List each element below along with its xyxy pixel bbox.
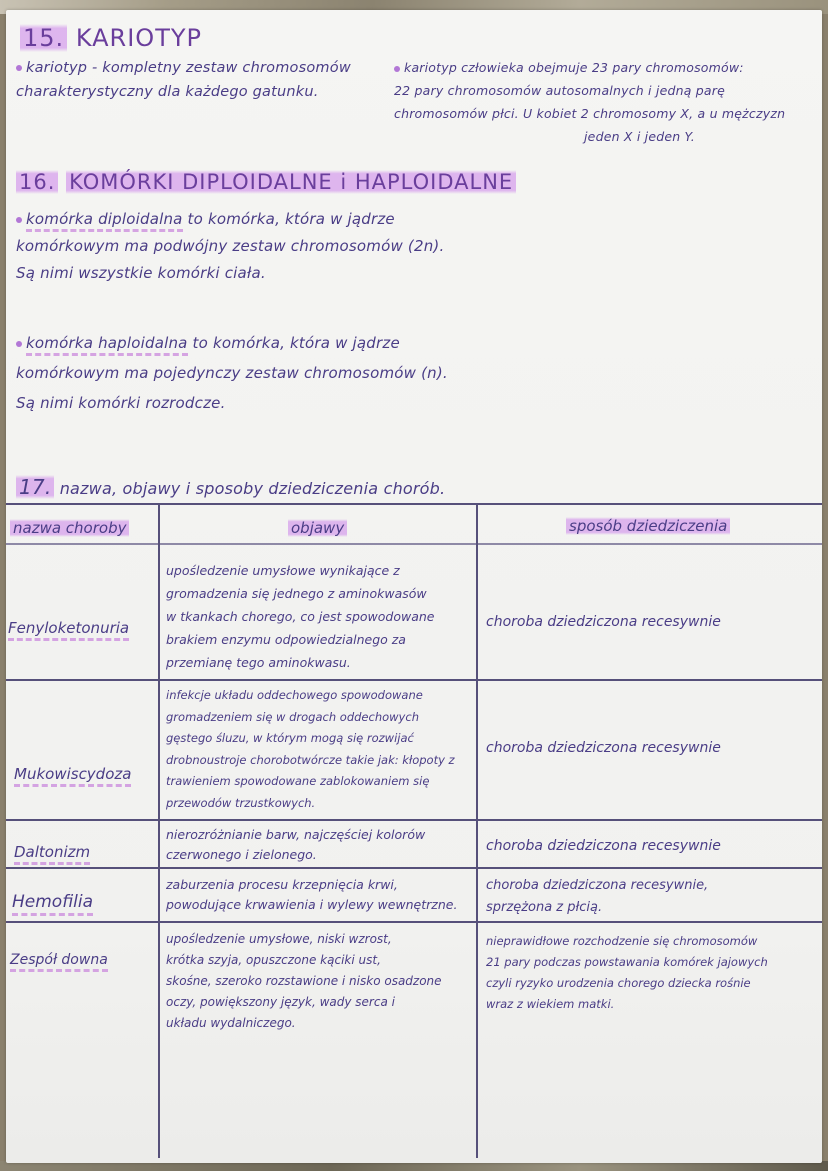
bullet-icon — [16, 217, 22, 223]
row-divider — [6, 867, 822, 869]
header-symptoms: objawy — [288, 519, 347, 537]
table-row-inheritance: choroba dziedziczona recesywnie — [486, 614, 721, 630]
haploid-line-2: komórkowym ma pojedynczy zestaw chromosomów (n). — [16, 364, 448, 382]
diploid-cell-definition — [16, 206, 516, 287]
table-row-name: Mukowiscydoza — [14, 765, 131, 783]
section-16-title: KOMÓRKI DIPLOIDALNE i HAPLOIDALNE — [66, 170, 516, 194]
haploid-line-1: komórka haploidalna to komórka, która w jądrze — [16, 328, 516, 358]
table-row-symptoms: upośledzenie umysłowe, niski wzrost, krótka szyja, opuszczone kąciki ust, skośne, szeroko rozstawione i nisko osadzone oczy, powiększony język, wady serca i układu wydalniczego. — [166, 932, 442, 1030]
table-row-inheritance: choroba dziedziczona recesywnie, sprzężona z płcią. — [486, 878, 709, 915]
section-16-heading — [16, 170, 516, 194]
bullet-icon — [16, 341, 22, 347]
table-row-symptoms: infekcje układu oddechowego spowodowane gromadzeniem się w drogach oddechowych gęstego śluzu, w którym mogą się rozwijać drobnoustroje chorobotwórcze takie jak: kłopoty z trawieniem spowodowane zablokowaniem się przewodów trzustkowych. — [166, 688, 455, 810]
column-divider — [476, 503, 478, 1158]
bullet-icon — [16, 65, 22, 71]
karyotype-definition-line-1: kariotyp - kompletny zestaw chromosomów — [16, 56, 396, 80]
table-row-inheritance: nieprawidłowe rozchodzenie się chromosomów 21 pary podczas powstawania komórek jajowych czyli ryzyko urodzenia chorego dziecka rośnie wraz z wiekiem matki. — [486, 934, 768, 1011]
row-divider — [6, 819, 822, 821]
row-divider — [6, 679, 822, 681]
table-top-border — [6, 503, 822, 505]
section-15-title: KARIOTYP — [75, 24, 202, 52]
diseases-table — [6, 503, 822, 1158]
haploid-line-3: Są nimi komórki rozrodcze. — [16, 394, 226, 412]
haploid-cell-definition — [16, 328, 516, 418]
section-16-number: 16. — [16, 170, 58, 194]
diploid-line-2: komórkowym ma podwójny zestaw chromosomów (2n). — [16, 237, 445, 255]
section-17-heading — [16, 474, 445, 502]
header-inheritance: sposób dziedziczenia — [566, 517, 730, 535]
table-row-name: Zespół downa — [10, 951, 108, 969]
human-karyotype-line-1: kariotyp człowieka obejmuje 23 pary chromosomów: — [394, 56, 824, 79]
human-karyotype-line-3: chromosomów płci. U kobiet 2 chromosomy X, a u mężczyzn — [394, 106, 786, 121]
human-karyotype-note — [394, 56, 824, 148]
header-name: nazwa choroby — [10, 519, 129, 537]
diploid-line-1: komórka diploidalna to komórka, która w jądrze — [16, 206, 516, 233]
diploid-line-3: Są nimi wszystkie komórki ciała. — [16, 264, 266, 282]
bullet-icon — [394, 66, 400, 72]
diploid-term: komórka diploidalna — [26, 210, 183, 232]
karyotype-definition — [16, 56, 396, 104]
table-row-symptoms: zaburzenia procesu krzepnięcia krwi, powodujące krwawienia i wylewy wewnętrzne. — [166, 877, 458, 912]
table-row-symptoms: nierozróżnianie barw, najczęściej kolorów czerwonego i zielonego. — [166, 827, 426, 862]
section-17-number: 17. — [16, 475, 54, 499]
section-15-heading — [20, 24, 202, 52]
section-17-title: nazwa, objawy i sposoby dziedziczenia chorób. — [59, 479, 446, 498]
table-row-inheritance: choroba dziedziczona recesywnie — [486, 740, 721, 756]
table-row-name: Daltonizm — [14, 843, 90, 861]
table-row-name: Hemofilia — [12, 893, 93, 911]
human-karyotype-line-4: jeden X i jeden Y. — [584, 129, 695, 144]
human-karyotype-line-2: 22 pary chromosomów autosomalnych i jedną parę — [394, 83, 725, 98]
table-row-name: Fenyloketonuria — [8, 619, 129, 637]
karyotype-definition-line-2: charakterystyczny dla każdego gatunku. — [16, 84, 319, 100]
row-divider — [6, 921, 822, 923]
column-divider — [158, 503, 160, 1158]
header-row-border — [6, 543, 822, 545]
table-row-symptoms: upośledzenie umysłowe wynikające z gromadzenia się jednego z aminokwasów w tkankach chorego, co jest spowodowane brakiem enzymu odpowiedzialnego za przemianę tego aminokwasu. — [166, 563, 435, 670]
section-15-number: 15. — [20, 24, 67, 52]
table-row-inheritance: choroba dziedziczona recesywnie — [486, 838, 721, 854]
haploid-term: komórka haploidalna — [26, 334, 188, 356]
